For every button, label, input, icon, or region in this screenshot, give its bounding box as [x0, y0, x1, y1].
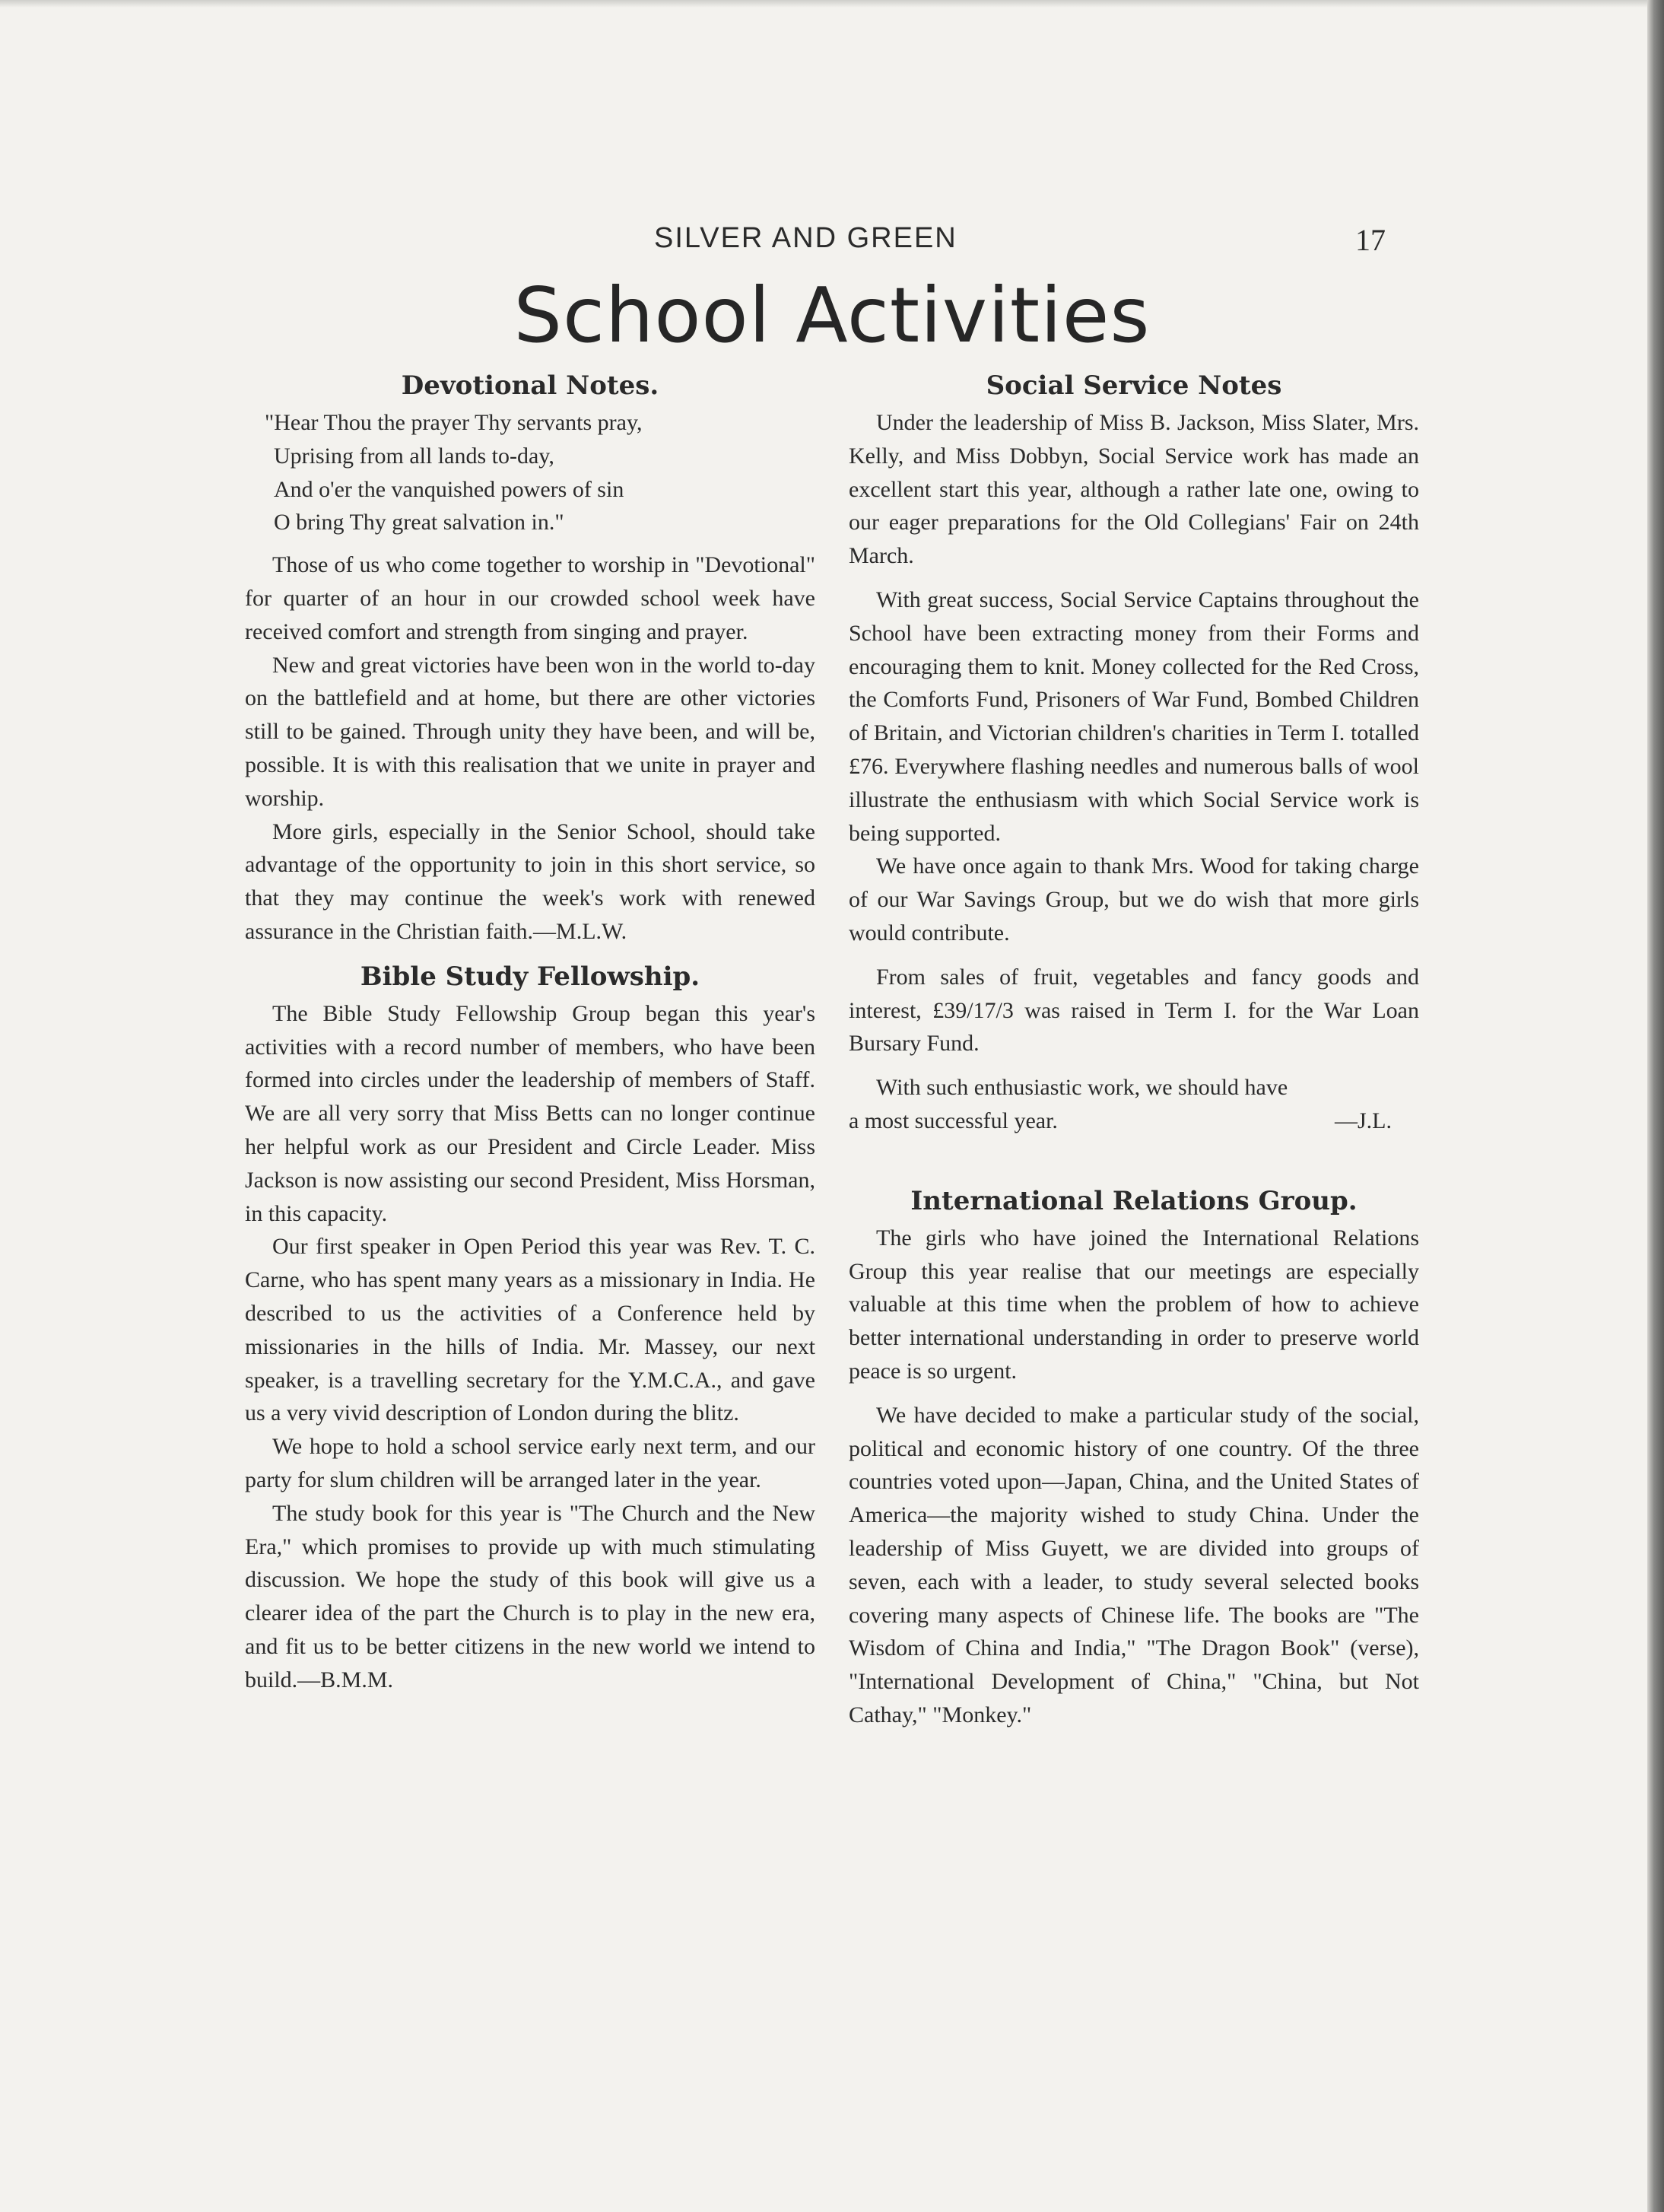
page-title: School Activities: [513, 271, 1151, 360]
page-number: 17: [1355, 223, 1386, 257]
bible-study-heading: Bible Study Fellowship.: [360, 961, 700, 992]
signature: —J.L.: [1335, 1108, 1392, 1133]
devotional-notes-section: [245, 368, 815, 949]
left-column: [245, 368, 815, 1696]
international-relations-heading: International Relations Group.: [910, 1185, 1358, 1216]
scan-top-shadow: [0, 0, 1664, 8]
international-relations-section: [849, 1184, 1419, 1732]
verse-line: "Hear Thou the prayer Thy servants pray,: [265, 410, 643, 435]
paragraph: We have decided to make a particular study of the social, political and economic history of one country. Of the three countries voted upon—Japan, China, and the United States of America—the majority wished to study China. Under the leadership of Miss Guyett, we are divided into groups of seven, each with a leader, to study several selected books covering many aspects of Chinese life. The books are "The Wisdom of China and India," "The Dragon Book" (verse), "International Development of China," "China, but Not Cathay," "Monkey.": [849, 1402, 1419, 1727]
paragraph: Those of us who come together to worship in "Devotional" for quarter of an hour in our crowded school week have received comfort and strength from singing and prayer.: [245, 552, 815, 644]
paragraph: With great success, Social Service Captains throughout the School have been extracting money from their Forms and encouraging them to knit. Money collected for the Red Cross, the Comforts Fund, Prisoners of War Fund, Bombed Children of Britain, and Victorian children's charities in Term I. totalled £76. Everywhere flashing needles and numerous balls of wool illustrate the enthusiasm with which Social Service work is being supported.: [849, 586, 1419, 846]
paragraph: Our first speaker in Open Period this year was Rev. T. C. Carne, who has spent many years as a missionary in India. He described to us the activities of a Conference held by missionaries in the hills of India. Mr. Massey, our next speaker, is a travelling secretary for the Y.M.C.A., and gave us a very vivid description of London during the blitz.: [245, 1234, 815, 1426]
social-service-section: [849, 368, 1419, 1138]
verse-line: O bring Thy great salvation in.": [274, 510, 564, 536]
paragraph: We hope to hold a school service early next term, and our party for slum children will be arranged later in the year.: [245, 1434, 815, 1492]
paragraph: Under the leadership of Miss B. Jackson, Miss Slater, Mrs. Kelly, and Miss Dobbyn, Social Service work has made an excellent start this year, although a rather late one, owing to our eager preparations for the Old Collegians' Fair on 24th March.: [849, 410, 1419, 569]
devotional-notes-heading: Devotional Notes.: [401, 370, 659, 401]
closing-line-end: a most successful year.: [849, 1108, 1058, 1133]
paragraph: From sales of fruit, vegetables and fancy goods and interest, £39/17/3 was raised in Term I. for the War Loan Bursary Fund.: [849, 964, 1419, 1057]
paragraph: The girls who have joined the International Relations Group this year realise that our meetings are especially valuable at this time when the problem of how to achieve better international understanding in order to preserve world peace is so urgent.: [849, 1225, 1419, 1384]
bible-study-section: [245, 959, 815, 1697]
paragraph: The Bible Study Fellowship Group began this year's activities with a record number of members, who have been formed into circles under the leadership of members of Staff. We are all very sorry that Miss Betts can no longer continue her helpful work as our President and Circle Leader. Miss Jackson is now assisting our second President, Miss Horsman, in this capacity.: [245, 1000, 815, 1226]
paragraph: More girls, especially in the Senior School, should take advantage of the opportunity to join in this short service, so that they may continue the week's work with renewed assurance in the Christian faith.—M.L.W.: [245, 818, 815, 944]
running-head: [0, 222, 1664, 260]
running-title: SILVER AND GREEN: [654, 222, 957, 254]
verse-line: And o'er the vanquished powers of sin: [274, 476, 624, 502]
paragraph: The study book for this year is "The Church and the New Era," which promises to provide up with much stimulating discussion. We hope the study of this book will give us a clearer idea of the part the Church is to play in the new era, and fit us to be better citizens in the new world we intend to build.—B.M.M.: [245, 1500, 815, 1692]
right-column: [849, 368, 1419, 1732]
paragraph: We have once again to thank Mrs. Wood for taking charge of our War Savings Group, but we do wish that more girls would contribute.: [849, 853, 1419, 946]
paragraph: New and great victories have been won in the world to-day on the battlefield and at home, but there are other victories still to be gained. Through unity they have been, and will be, possible. It is with this realisation that we unite in prayer and worship.: [245, 652, 815, 811]
verse-line: Uprising from all lands to-day,: [274, 443, 554, 469]
hymn-verse: [245, 406, 815, 539]
closing-line: With such enthusiastic work, we should have: [876, 1075, 1288, 1101]
social-service-heading: Social Service Notes: [986, 370, 1282, 401]
closing-signature-line: [849, 1104, 1419, 1138]
